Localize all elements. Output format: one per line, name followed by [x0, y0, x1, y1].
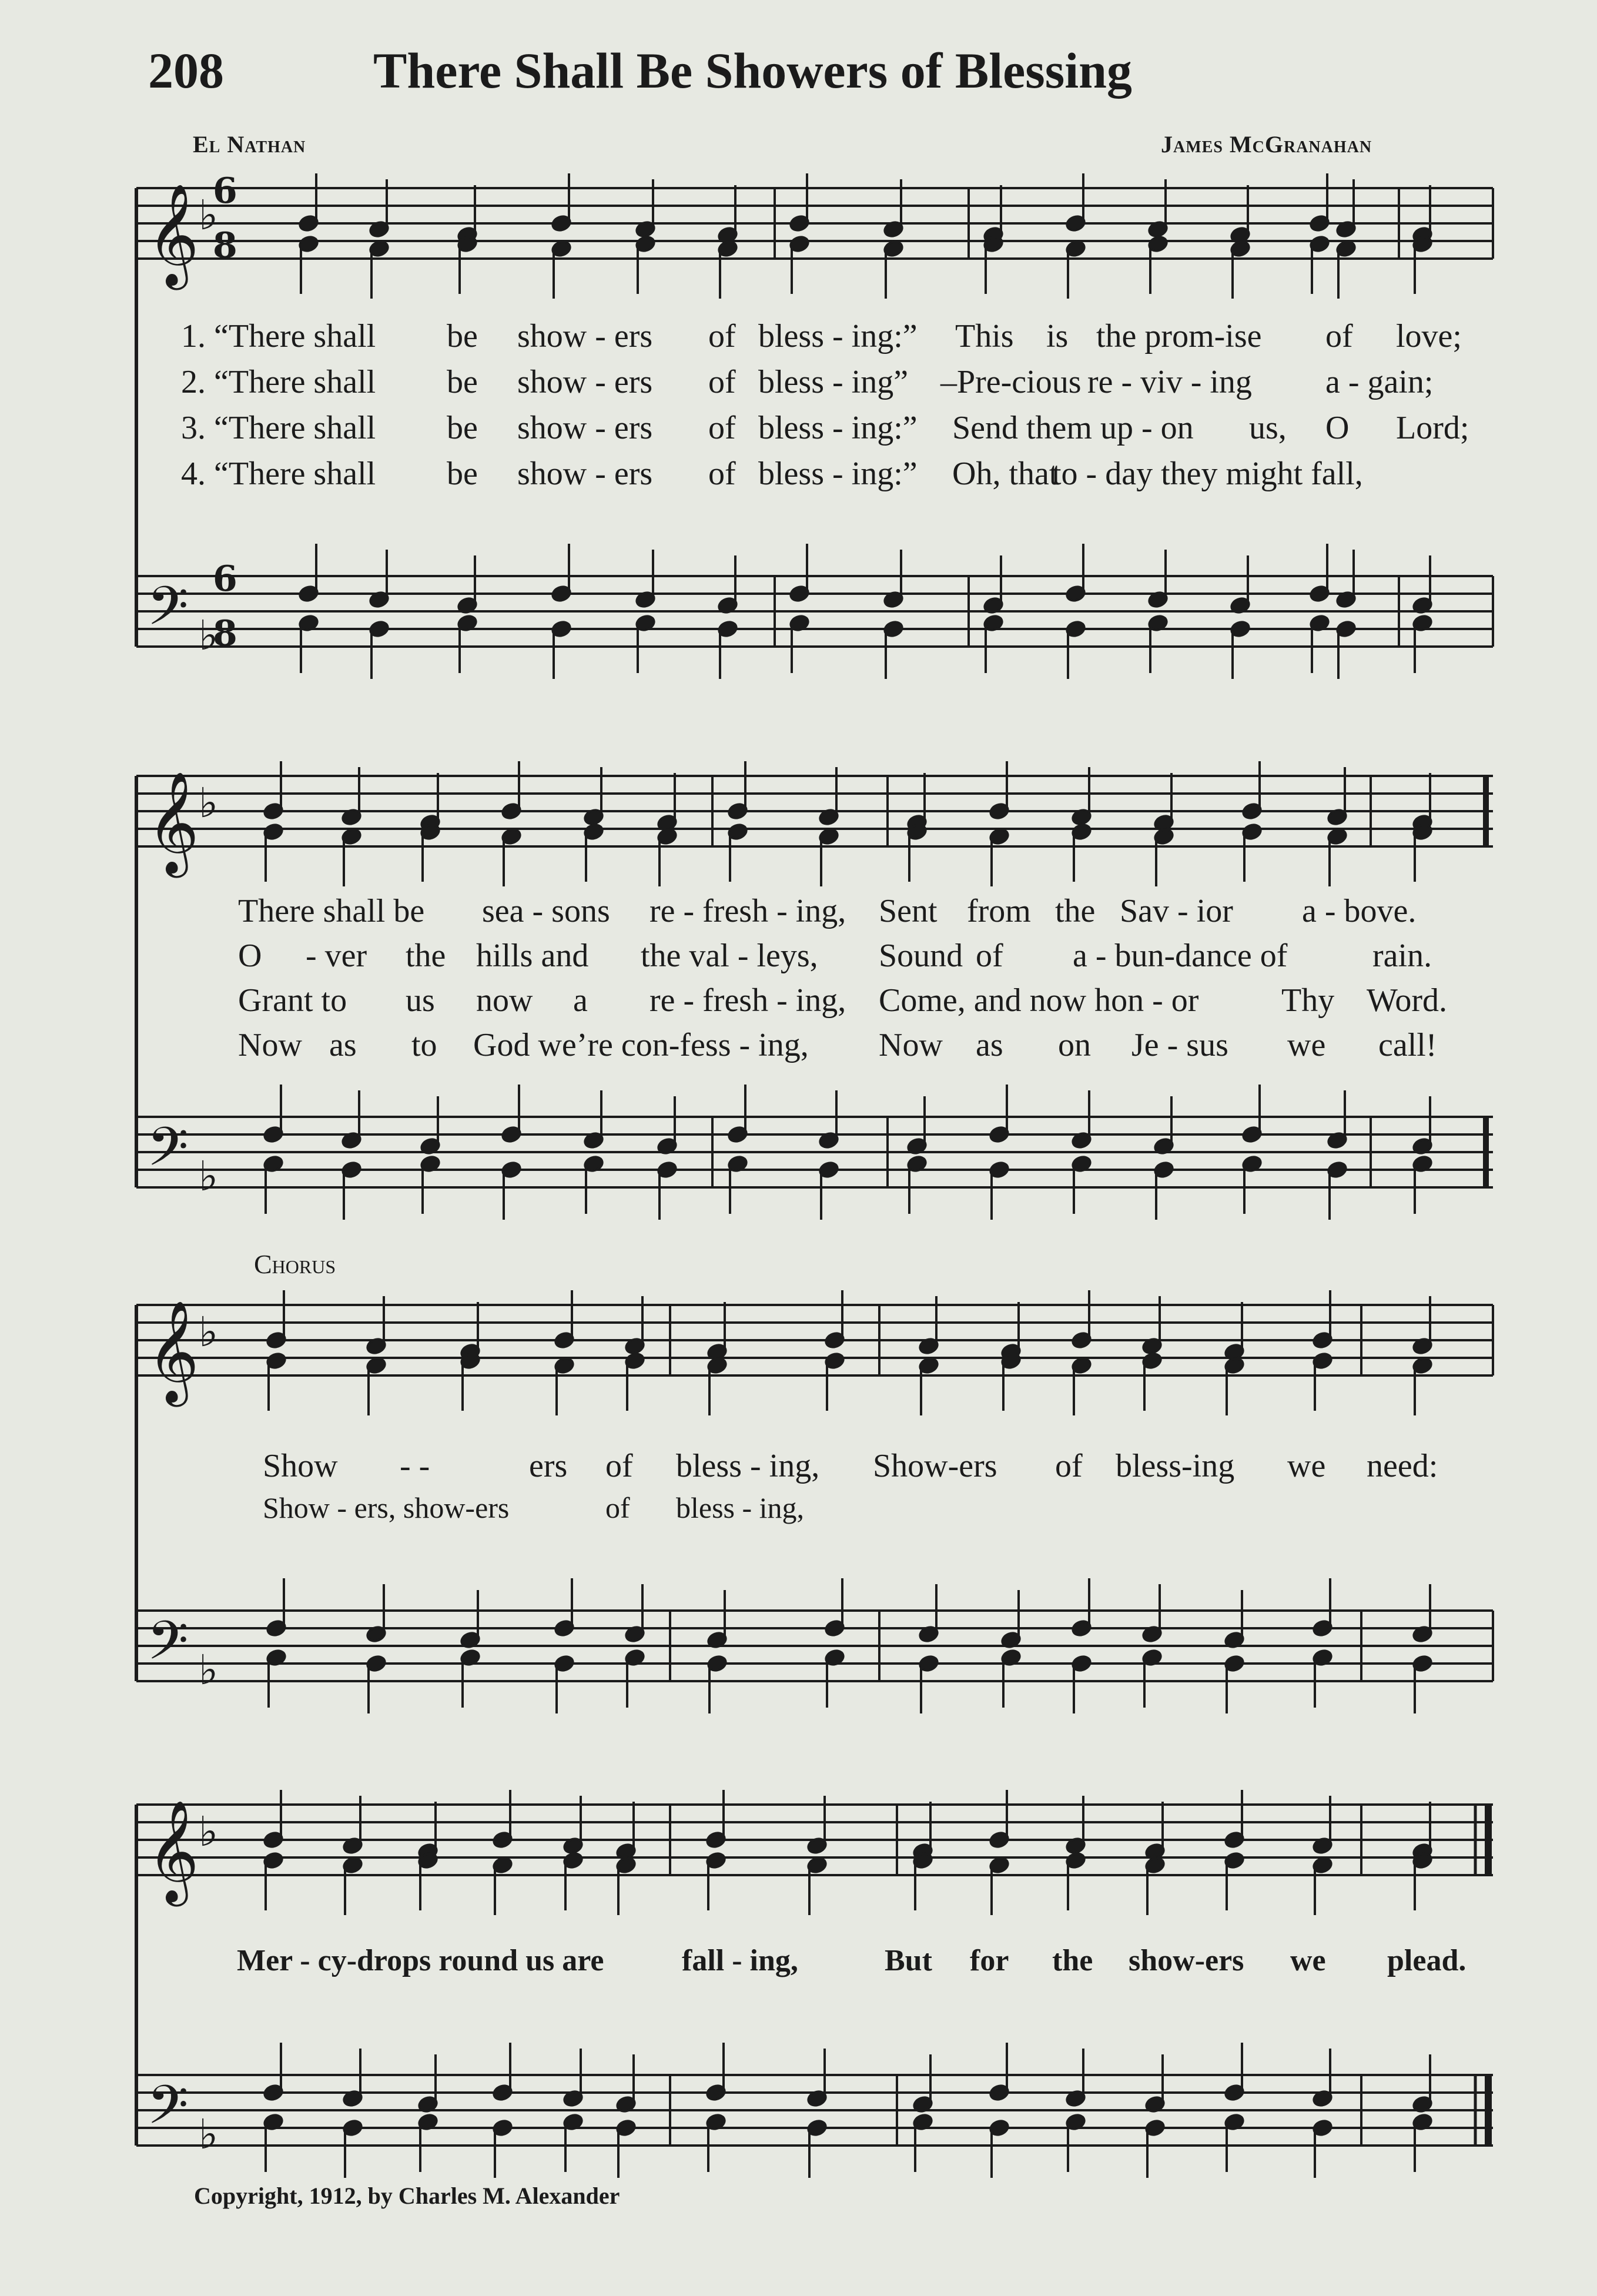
staff-system-3-treble: [136, 1305, 1493, 1375]
staff-system-1-bass: [136, 576, 1493, 647]
staff-system-2-bass: [136, 1117, 1493, 1187]
svg-text:♭: ♭: [199, 1646, 219, 1694]
composer-credit: James McGranahan: [1161, 131, 1372, 158]
bass-clef-icon: 𝄢: [147, 1116, 189, 1191]
bass-clef-icon: 𝄢: [147, 1609, 189, 1685]
svg-text:♭: ♭: [199, 1308, 219, 1356]
lyricist-credit: El Nathan: [193, 131, 306, 158]
staff-system-1-treble: [136, 188, 1493, 259]
verse-2-line-b: O - ver the hills and the val - leys, Sound of a - bun-dance of rain.: [238, 938, 1432, 974]
svg-text:8: 8: [213, 613, 237, 654]
svg-text:8: 8: [213, 225, 237, 266]
hymn-title: There Shall Be Showers of Blessing: [373, 42, 1132, 99]
svg-text:6: 6: [213, 170, 237, 212]
verse-3-line-a: 3. “There shall be show - ers of bless - ing:” Send them up - on us, O Lord;: [181, 410, 1469, 446]
chorus-label: Chorus: [254, 1249, 336, 1279]
svg-text:♭: ♭: [199, 1808, 219, 1856]
bass-clef-icon: 𝄢: [147, 2074, 189, 2149]
verse-2-line-a: 2. “There shall be show - ers of bless - ing” –Pre-cious re - viv - ing a - gain;: [181, 364, 1434, 400]
verse-4-line-a: 4. “There shall be show - ers of bless - ing:” Oh, that to - day they might fall,: [181, 456, 1363, 492]
chorus-line-1: Show - - ers of bless - ing, Show-ers of bless-ing we need:: [263, 1448, 1438, 1484]
treble-clef-icon: 𝄞: [147, 1800, 199, 1902]
chorus-line-2: Mer - cy-drops round us are fall - ing, But for the show-ers we plead.: [237, 1944, 1467, 1977]
svg-text:♭: ♭: [199, 779, 219, 827]
svg-text:♭: ♭: [199, 611, 219, 660]
hymn-number: 208: [148, 42, 224, 99]
chorus-line-1-alt: Show - ers, show-ers of bless - ing,: [263, 1491, 805, 1524]
svg-text:6: 6: [213, 558, 237, 600]
staff-system-3-bass: [136, 1611, 1493, 1681]
verse-1-line-b: There shall be sea - sons re - fresh - ing, Sent from the Sav - ior a - bove.: [238, 893, 1417, 929]
treble-clef-icon: 𝄞: [147, 771, 199, 873]
svg-text:♭: ♭: [199, 1152, 219, 1200]
svg-text:♭: ♭: [199, 2110, 219, 2158]
staff-system-2-treble: [136, 776, 1493, 846]
verse-3-line-b: Grant to us now a re - fresh - ing, Come, and now hon - or Thy Word.: [238, 982, 1448, 1019]
bass-clef-icon: 𝄢: [147, 575, 189, 650]
svg-text:♭: ♭: [199, 191, 219, 239]
treble-clef-icon: 𝄞: [147, 1300, 199, 1403]
verse-1-line-a: 1. “There shall be show - ers of bless - ing:” This is the prom-ise of love;: [181, 318, 1462, 354]
treble-clef-icon: 𝄞: [147, 183, 199, 286]
verse-4-line-b: Now as to God we’re con-fess - ing, Now as on Je - sus we call!: [238, 1027, 1437, 1063]
copyright-notice: Copyright, 1912, by Charles M. Alexander: [194, 2183, 620, 2209]
